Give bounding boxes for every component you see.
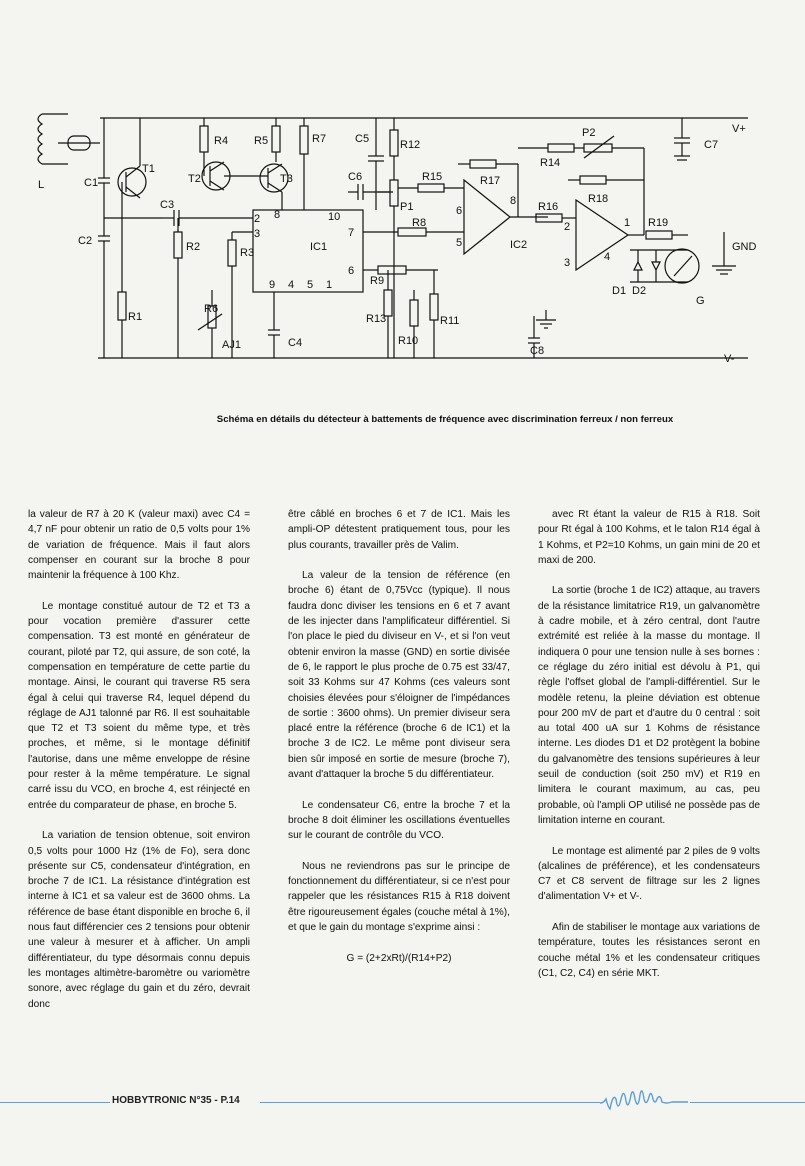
paragraph: avec Rt étant la valeur de R15 à R18. Soit pour Rt égal à 100 Kohms, et le talon R14 égal à 1 Kohms, et P2=10 Kohms, un gain mini de 20 et maxi de 200. [538,509,760,566]
label-R2: R2 [186,241,201,253]
label-T1: T1 [142,163,155,175]
label-pin3: 3 [254,228,261,240]
label-R6: R6 [204,303,219,315]
label-IC2: IC2 [510,239,528,251]
footer-page-label: HOBBYTRONIC N°35 - P.14 [112,1095,240,1106]
label-R4: R4 [214,135,229,147]
label-op2-pin4: 4 [604,251,611,263]
label-C8: C8 [530,345,545,357]
label-pin6: 6 [348,265,355,277]
label-R7: R7 [312,133,327,145]
text-column-1 [28,507,250,1027]
label-C1: C1 [84,177,99,189]
label-op-pin6: 6 [456,205,463,217]
label-T2: T2 [188,173,201,185]
footer-rule-middle [260,1102,600,1103]
label-P1: P1 [400,201,414,213]
paragraph: Nous ne reviendrons pas sur le principe de fonctionnement du différentiateur, si ce n'est pour rappeler que les résistances R15 à R18 doivent être rigoureusement égales (couche métal à 1%), et que le gain du montage s'exprime ainsi : [288,860,510,934]
label-L: L [38,179,45,191]
footer-rule-right [690,1102,805,1103]
label-P2: P2 [582,127,596,139]
label-C2: C2 [78,235,93,247]
footer-rule-left [0,1102,110,1103]
label-pin1: 1 [326,279,333,291]
label-pin10: 10 [328,211,341,223]
label-R3: R3 [240,247,255,259]
paragraph: La variation de tension obtenue, soit environ 0,5 volts pour 1000 Hz (1% de Fo), sera donc présente sur C5, condensateur d'intégration, en broche 7 de IC1. La résistance d'intégration est interne à IC1 et sa valeur est de 3600 ohms. La référence de base étant disponible en broche 6, il nous faut différencier ces 2 tensions pour obtenir une valeur à mesurer et à afficher. Un ampli différentiateur, du type désormais connu depuis les montages altimètre-baromètre ou variomètre sonore, avec réglage du gain et du zéro, devrait donc [28,830,250,1010]
paragraph: La sortie (broche 1 de IC2) attaque, au travers de la résistance limitatrice R19, un galvanomètre à cadre mobile, et à zéro central, dont l'autre extrémité est reliée à la masse du montage. Il indiquera 0 pour une tension nulle à ses bornes : ce réglage du zéro initial est dévolu à P1, qui règle l'offset global de l'ampli-différentiel. Sur le modèle retenu, la pleine déviation est obtenue pour 200 mV de part et d'autre du 0 central : soit au total 400 uA sur 1 Kohms de résistance interne. Les diodes D1 et D2 protègent la bobine du galvanomètre des tensions supérieures à leur seuil de conduction (soit 250 mV) et R19 en limitera le courant maximum, au cas, peu probable, où l'ampli OP utilisé ne possède pas de limitation interne en courant. [538,585,760,826]
label-C6: C6 [348,171,363,183]
label-C7: C7 [704,139,719,151]
label-op-pin5: 5 [456,237,463,249]
paragraph: Le montage constitué autour de T2 et T3 a pour vocation première d'assurer cette compensation. T3 est monté en générateur de courant, piloté par T2, qui assure, de son coté, la compensation en température de cette partie du montage. Ainsi, le courant qui traverse R5 sera égal à celui qui traverse R4, lequel dépend du réglage de AJ1 talonné par R6. Il est souhaitable que T2 et T3 soient du même type, et très proches, et même, si le montage définitif l'autorise, dans une même enveloppe de résine pour rester à la même température. Le signal carré issu du VCO, en broche 4, est réinjecté en entrée du comparateur de phase, en broche 5. [28,600,250,811]
label-R8: R8 [412,217,427,229]
label-R13: R13 [366,313,387,325]
schematic-caption: Schéma en détails du détecteur à battements de fréquence avec discrimination ferreux / non ferreux [216,414,674,425]
label-D1: D1 [612,285,627,297]
label-R9: R9 [370,275,385,287]
label-R10: R10 [398,335,419,347]
label-pin4: 4 [288,279,295,291]
paragraph: Afin de stabiliser le montage aux variations de température, toutes les résistances seront en couche métal 1% et les condensateur critiques (C1, C2, C4) en série MKT. [538,922,760,979]
label-R5: R5 [254,135,269,147]
paragraph: la valeur de R7 à 20 K (valeur maxi) avec C4 = 4,7 nF pour obtenir un ratio de 0,5 volts pour 1% de variation de fréquence. Mais il faut alors compenser en courant sur la broche 8 pour maintenir la fréquence à 100 Khz. [28,509,250,582]
paragraph: être câblé en broches 6 et 7 de IC1. Mais les ampli-OP détestent pratiquement tous, pour les plus courants, travailler près de Valim. [288,509,510,551]
label-pin7: 7 [348,227,355,239]
label-op-pin8: 8 [510,195,517,207]
label-R16: R16 [538,201,559,213]
label-T3: T3 [280,173,293,185]
label-gnd: GND [732,241,757,253]
label-pin8: 8 [274,209,281,221]
label-op2-pin1: 1 [624,217,631,229]
label-R18: R18 [588,193,609,205]
label-R11: R11 [440,315,460,327]
label-D2: D2 [632,285,647,297]
gain-formula: G = (2+2xRt)/(R14+P2) [346,952,452,964]
label-R19: R19 [648,217,669,229]
paragraph: Le montage est alimenté par 2 piles de 9 volts (alcalines de préférence), et les condensateurs C7 et C8 servent de filtrage sur les 2 lignes d'alimentation V+ et V-. [538,845,760,903]
label-AJ1: AJ1 [222,339,241,351]
paragraph: Le condensateur C6, entre la broche 7 et la broche 8 doit éliminer les oscillations éventuelles sur le courant de contrôle du VCO. [288,799,510,842]
label-G: G [696,295,705,307]
label-pin2: 2 [254,213,261,225]
circuit-schematic [28,100,788,400]
label-R1: R1 [128,311,143,323]
label-pin5: 5 [307,279,314,291]
label-op2-pin3: 3 [564,257,571,269]
label-R15: R15 [422,171,443,183]
label-op2-pin2: 2 [564,221,571,233]
label-vminus: V- [724,353,735,365]
label-C5: C5 [355,133,370,145]
label-R14: R14 [540,157,561,169]
label-C3: C3 [160,199,175,211]
label-R12: R12 [400,139,421,151]
waveform-logo-icon [600,1090,692,1116]
label-pin9: 9 [269,279,276,291]
text-column-2 [288,507,510,966]
label-R17: R17 [480,175,501,187]
text-column-3 [538,507,760,997]
label-IC1: IC1 [310,241,328,253]
paragraph: La valeur de la tension de référence (en broche 6) étant de 0,75Vcc (typique). Il nous faudra donc diviser les tensions en 6 et 7 avant de les injecter dans l'amplificateur différentiel. Si l'on place le pied du diviseur en V-, et si l'on veut obtenir environ la masse (GND) en sortie divisée de 6, le rapport le plus proche de 0.75 est 33/47, soit 33 Kohms sur 47 Kohms (ces valeurs sont choisies élevées pour s'éloigner de l'impédances de sortie : 3600 ohms). Un premier diviseur sera placé entre la référence (broche 6 de IC1) et la broche 3 de IC2. Le même pont diviseur sera bien sûr imposé en sortie de mesure (broche 7), avant d'attaquer la broche 5 du différentiateur. [288,570,510,781]
label-vplus: V+ [732,123,746,135]
page-footer [0,1090,805,1120]
label-C4: C4 [288,337,303,349]
